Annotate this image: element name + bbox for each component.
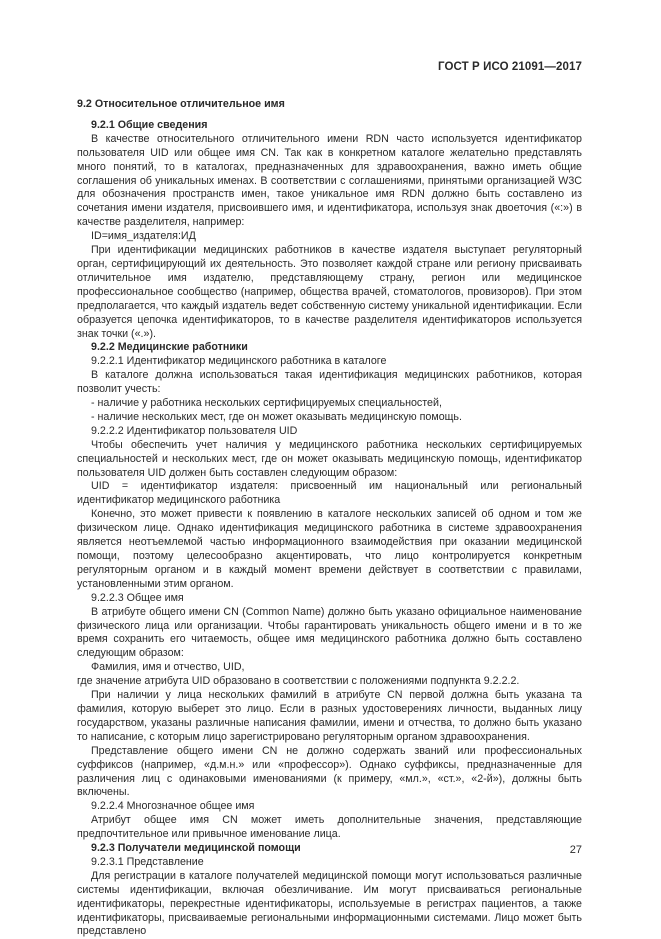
clause-heading-9-2-2-3: 9.2.2.3 Общее имя <box>91 591 184 604</box>
uid-formula: UID = идентификатор издателя: присвоенный им национальный или региональный идентификатор медицинского работника <box>77 480 582 507</box>
page-body <box>77 98 582 939</box>
example-line: ID=имя_издателя:ИД <box>91 230 196 243</box>
clause-heading-9-2-2-1: 9.2.2.1 Идентификатор медицинского работника в каталоге <box>91 355 387 368</box>
section-heading-9-2: 9.2 Относительное отличительное имя <box>77 98 285 110</box>
clause-heading-9-2-2-2: 9.2.2.2 Идентификатор пользователя UID <box>91 424 298 437</box>
paragraph: Представление общего имени CN не должно содержать званий или профессиональных суффиксов (например, «д.м.н.» или «профессор»). Однако суффиксы, предназначенные для различения лиц с одинаковыми именованиями (к примеру, «мл.», «ст.», «2-й»), должны быть включены. <box>77 744 582 799</box>
cn-formula: Фамилия, имя и отчество, UID, <box>91 661 245 674</box>
list-item: - наличие у работника нескольких сертифицируемых специальностей, <box>91 397 442 410</box>
subsection-heading-9-2-3: 9.2.3 Получатели медицинской помощи <box>91 842 301 855</box>
formula-explanation: где значение атрибута UID образовано в соответствии с положениями подпункта 9.2.2.2. <box>77 675 520 688</box>
paragraph: При идентификации медицинских работников в качестве издателя выступает регуляторный орган, сертифицирующий их деятельность. Это позволяет каждой стране или региону присваивать отличительное имя издателю, представляющему страну, регион или медицинское профессиональное сообщество (например, общества врачей, стоматологов, провизоров). При этом предполагается, что каждый издатель ведет собственную систему уникальной идентификации. Если образуется цепочка идентификаторов, то в качестве разделителя идентификаторов используется знак точки («.»). <box>77 244 582 340</box>
document-code-header: ГОСТ Р ИСО 21091—2017 <box>437 61 582 73</box>
paragraph: В атрибуте общего имени CN (Common Name) должно быть указано официальное наименование физического лица или организации. Чтобы гарантировать уникальность общего имени и в то же время сохранить его читаемость, общее имя медицинского работника должно быть составлено следующим образом: <box>77 605 582 660</box>
paragraph: Атрибут общее имя CN может иметь дополнительные значения, представляющие предпочтительное или привычное именование лица. <box>77 814 582 841</box>
paragraph: Для регистрации в каталоге получателей медицинской помощи могут использоваться различные системы идентификации, включая обезличивание. Им могут присваиваться региональные идентификаторы, перекрестные идентификаторы, используемые в регистрах пациентов, а также идентификаторы, присваиваемые региональными информационными системами. Лицо может быть представлено <box>77 869 582 938</box>
clause-heading-9-2-3-1: 9.2.3.1 Представление <box>91 855 204 868</box>
list-item: - наличие нескольких мест, где он может оказывать медицинскую помощь. <box>91 410 462 423</box>
page-number: 27 <box>569 844 582 856</box>
clause-heading-9-2-2-4: 9.2.2.4 Многозначное общее имя <box>91 800 255 813</box>
subsection-heading-9-2-2: 9.2.2 Медицинские работники <box>91 341 248 354</box>
paragraph: При наличии у лица нескольких фамилий в атрибуте CN первой должна быть указана та фамилия, которую выберет это лицо. Если в разных удостоверениях личности, выданных лицу государством, указаны различные написания фамилии, имени и отчества, то должно быть указано то написание, с которым лицо зарегистрировано регуляторным органом здравоохранения. <box>77 689 582 743</box>
paragraph: Конечно, это может привести к появлению в каталоге нескольких записей об одном и том же физическом лице. Однако идентификация медицинского работника в системе здравоохранения является неотъемлемой частью информационного взаимодействия при оказании медицинской помощи, поэтому целесообразно акцентировать, что лицо контролируется конкретным регуляторным органом и в каждый момент времени действует в соответствии с правилами, установленными этим органом. <box>77 508 582 590</box>
paragraph: Чтобы обеспечить учет наличия у медицинского работника нескольких сертифицируемых специальностей и нескольких мест, где он может оказывать медицинскую помощь, идентификатор пользователя UID должен быть составлен следующим образом: <box>77 438 582 479</box>
paragraph: В каталоге должна использоваться такая идентификация медицинских работников, которая позволит учесть: <box>77 369 582 396</box>
paragraph: В качестве относительного отличительного имени RDN часто используется идентификатор пользователя UID или общее имя CN. Так как в конкретном каталоге желательно представлять много понятий, то в каталогах, предназначенных для здравоохранения, важно иметь общие соглашения об уникальных именах. В соответствии с соглашениями, принятыми организацией W3C для обозначения пространств имен, такое уникальное имя RDN должно быть составлено из сочетания имени издателя, присвоившего имя, и идентификатора, используя знак двоеточия («:») в качестве разделителя, например: <box>77 132 582 229</box>
subsection-heading-9-2-1: 9.2.1 Общие сведения <box>91 118 208 131</box>
